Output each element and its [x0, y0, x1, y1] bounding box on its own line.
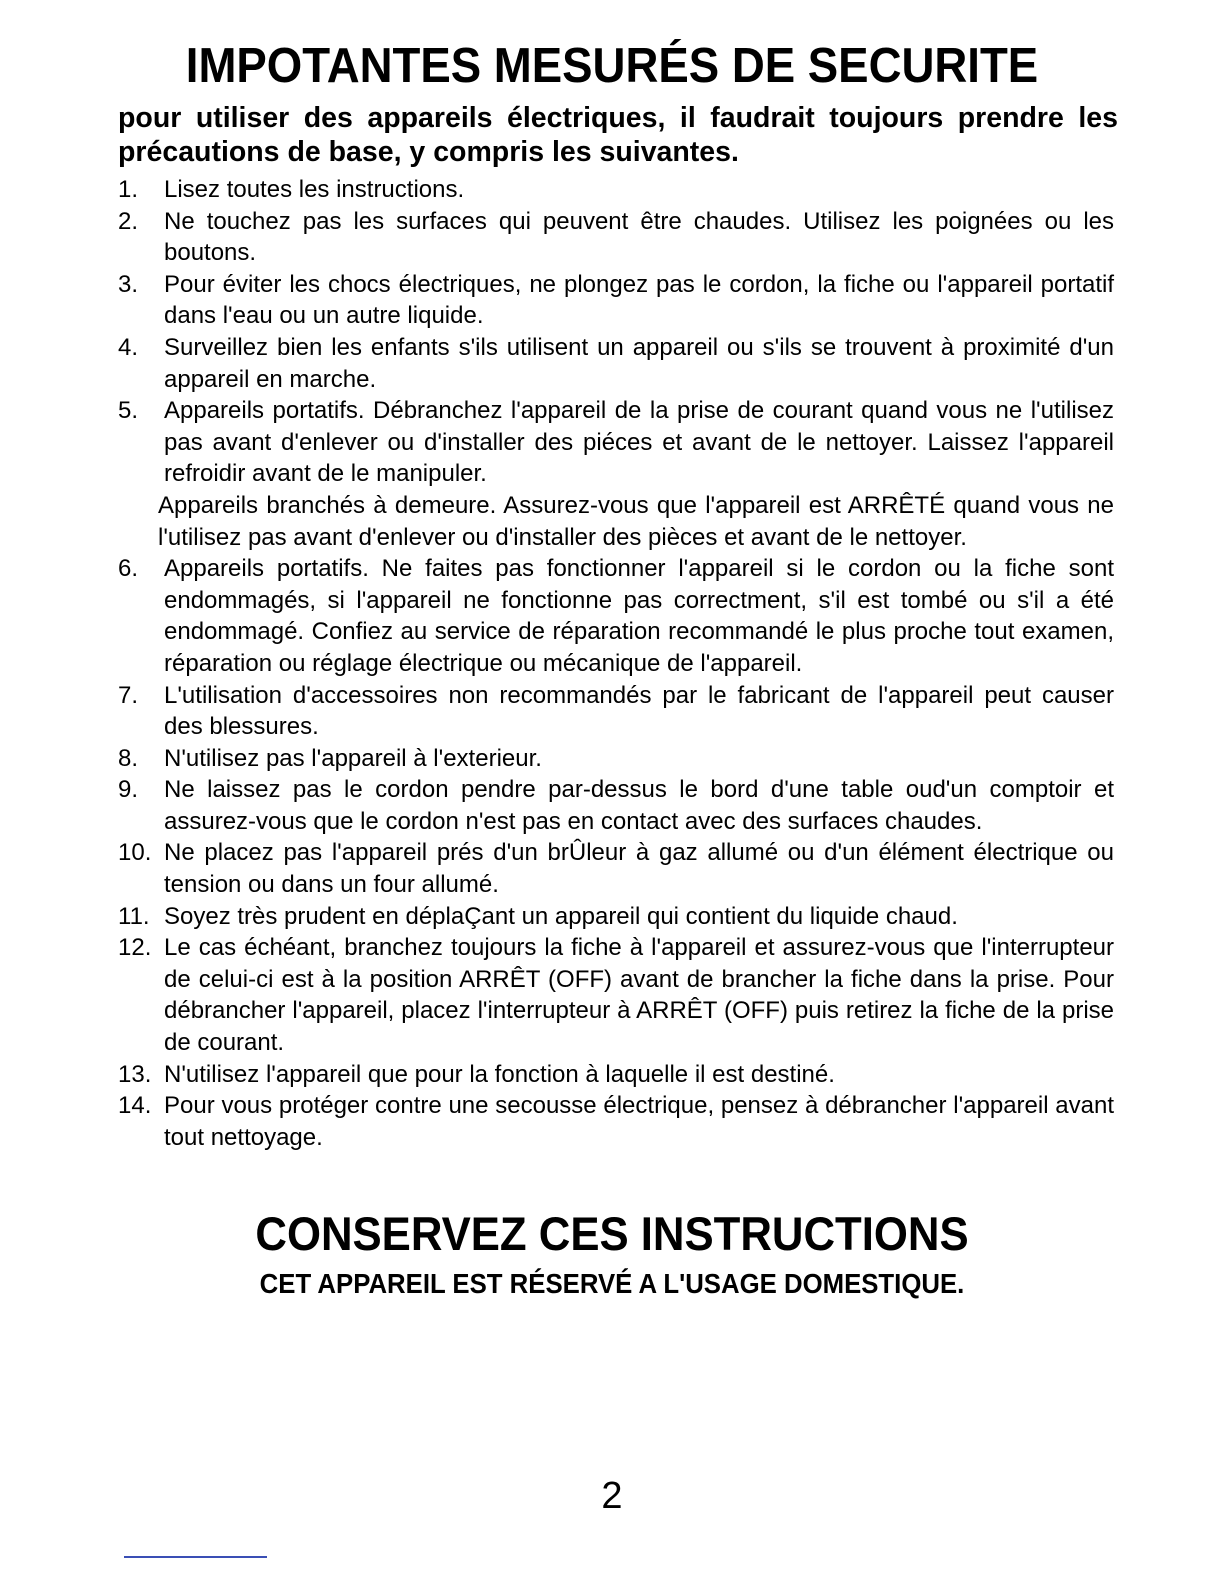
- list-item: [118, 269, 1114, 332]
- list-item: [118, 680, 1114, 743]
- list-item: [118, 837, 1114, 900]
- list-item: [118, 901, 1114, 933]
- divider: [124, 1556, 267, 1558]
- item-subtext: Appareils branchés à demeure. Assurez-vous que l'appareil est ARRÊTÉ quand vous ne l'utilisez pas avant d'enlever ou d'installer des pièces et avant de le nettoyer.: [158, 491, 1114, 551]
- item-text: Ne placez pas l'appareil prés d'un brÛleur à gaz allumé ou d'un élément électrique ou tension ou dans un four allumé.: [164, 839, 1114, 899]
- list-item: [118, 1090, 1114, 1153]
- intro-paragraph: pour utiliser des appareils électriques, il faudrait toujours prendre les précautions de base, y compris les suivantes.: [118, 102, 1118, 168]
- list-item: [118, 743, 1114, 775]
- item-number: 1.: [118, 176, 139, 203]
- item-number: 9.: [118, 776, 139, 804]
- save-instructions-heading: CONSERVEZ CES INSTRUCTIONS: [255, 1207, 969, 1260]
- item-number: 12.: [118, 934, 152, 962]
- list-item: [118, 332, 1114, 395]
- domestic-use-notice: CET APPAREIL EST RÉSERVÉ A L'USAGE DOMESTIQUE.: [259, 1268, 965, 1299]
- item-number: 4.: [118, 333, 139, 361]
- list-item: [118, 206, 1114, 269]
- item-number: 14.: [118, 1092, 152, 1120]
- item-number: 13.: [118, 1060, 152, 1088]
- list-item: [118, 932, 1114, 1058]
- list-item: [118, 174, 1114, 206]
- list-item: [118, 774, 1114, 837]
- item-number: 11.: [118, 902, 150, 930]
- item-number: 7.: [118, 681, 139, 709]
- list-item: [118, 553, 1114, 679]
- item-text: Surveillez bien les enfants s'ils utilisent un appareil ou s'ils se trouvent à proximité d'un appareil en marche.: [164, 333, 1114, 393]
- list-item: [118, 1059, 1114, 1091]
- item-number: 3.: [118, 270, 139, 298]
- item-text: Appareils portatifs. Ne faites pas fonctionner l'appareil si le cordon ou la fiche sont endommagés, si l'appareil ne fonctionne pas correctment, s'il est tombé ou s'il a été endommagé. Confiez au service de réparation recommandé le plus proche tout examen, réparation ou réglage électrique ou mécanique de l'appareil.: [164, 555, 1114, 677]
- item-number: 8.: [118, 744, 139, 772]
- page-title: IMPOTANTES MESURÉS DE SECURITE: [185, 39, 1039, 93]
- item-text: Lisez toutes les instructions.: [164, 176, 465, 203]
- item-text: Le cas échéant, branchez toujours la fiche à l'appareil et assurez-vous que l'interrupteur de celui-ci est à la position ARRÊT (OFF) avant de brancher la fiche dans la prise. Pour débrancher l'appareil, placez l'interrupteur à ARRÊT (OFF) puis retirez la fiche de la prise de courant.: [164, 934, 1114, 1057]
- item-number: 10.: [118, 839, 152, 867]
- item-text: Ne laissez pas le cordon pendre par-dessus le bord d'une table oud'un comptoir et assurez-vous que le cordon n'est pas en contact avec des surfaces chaudes.: [164, 776, 1114, 835]
- item-text: L'utilisation d'accessoires non recommandés par le fabricant de l'appareil peut causer des blessures.: [164, 681, 1114, 741]
- item-text: Pour vous protéger contre une secousse électrique, pensez à débrancher l'appareil avant tout nettoyage.: [164, 1092, 1114, 1151]
- item-text: N'utilisez pas l'appareil à l'exterieur.: [164, 744, 542, 772]
- safety-instructions-list: [118, 174, 1114, 1153]
- item-text: Soyez très prudent en déplaÇant un appareil qui contient du liquide chaud.: [164, 902, 958, 930]
- item-number: 2.: [118, 207, 139, 235]
- item-number: 5.: [118, 397, 139, 425]
- list-item: [118, 395, 1114, 553]
- item-text: Pour éviter les chocs électriques, ne plongez pas le cordon, la fiche ou l'appareil portatif dans l'eau ou un autre liquide.: [164, 270, 1114, 330]
- item-number: 6.: [118, 555, 139, 583]
- page-number: 2: [601, 1475, 623, 1517]
- item-text: N'utilisez l'appareil que pour la fonction à laquelle il est destiné.: [164, 1060, 835, 1088]
- item-text: Appareils portatifs. Débranchez l'appareil de la prise de courant quand vous ne l'utilisez pas avant d'enlever ou d'installer des piéces et avant de le nettoyer. Laissez l'appareil refroidir avant de le manipuler.: [164, 397, 1114, 488]
- item-text: Ne touchez pas les surfaces qui peuvent être chaudes. Utilisez les poignées ou les boutons.: [164, 207, 1114, 267]
